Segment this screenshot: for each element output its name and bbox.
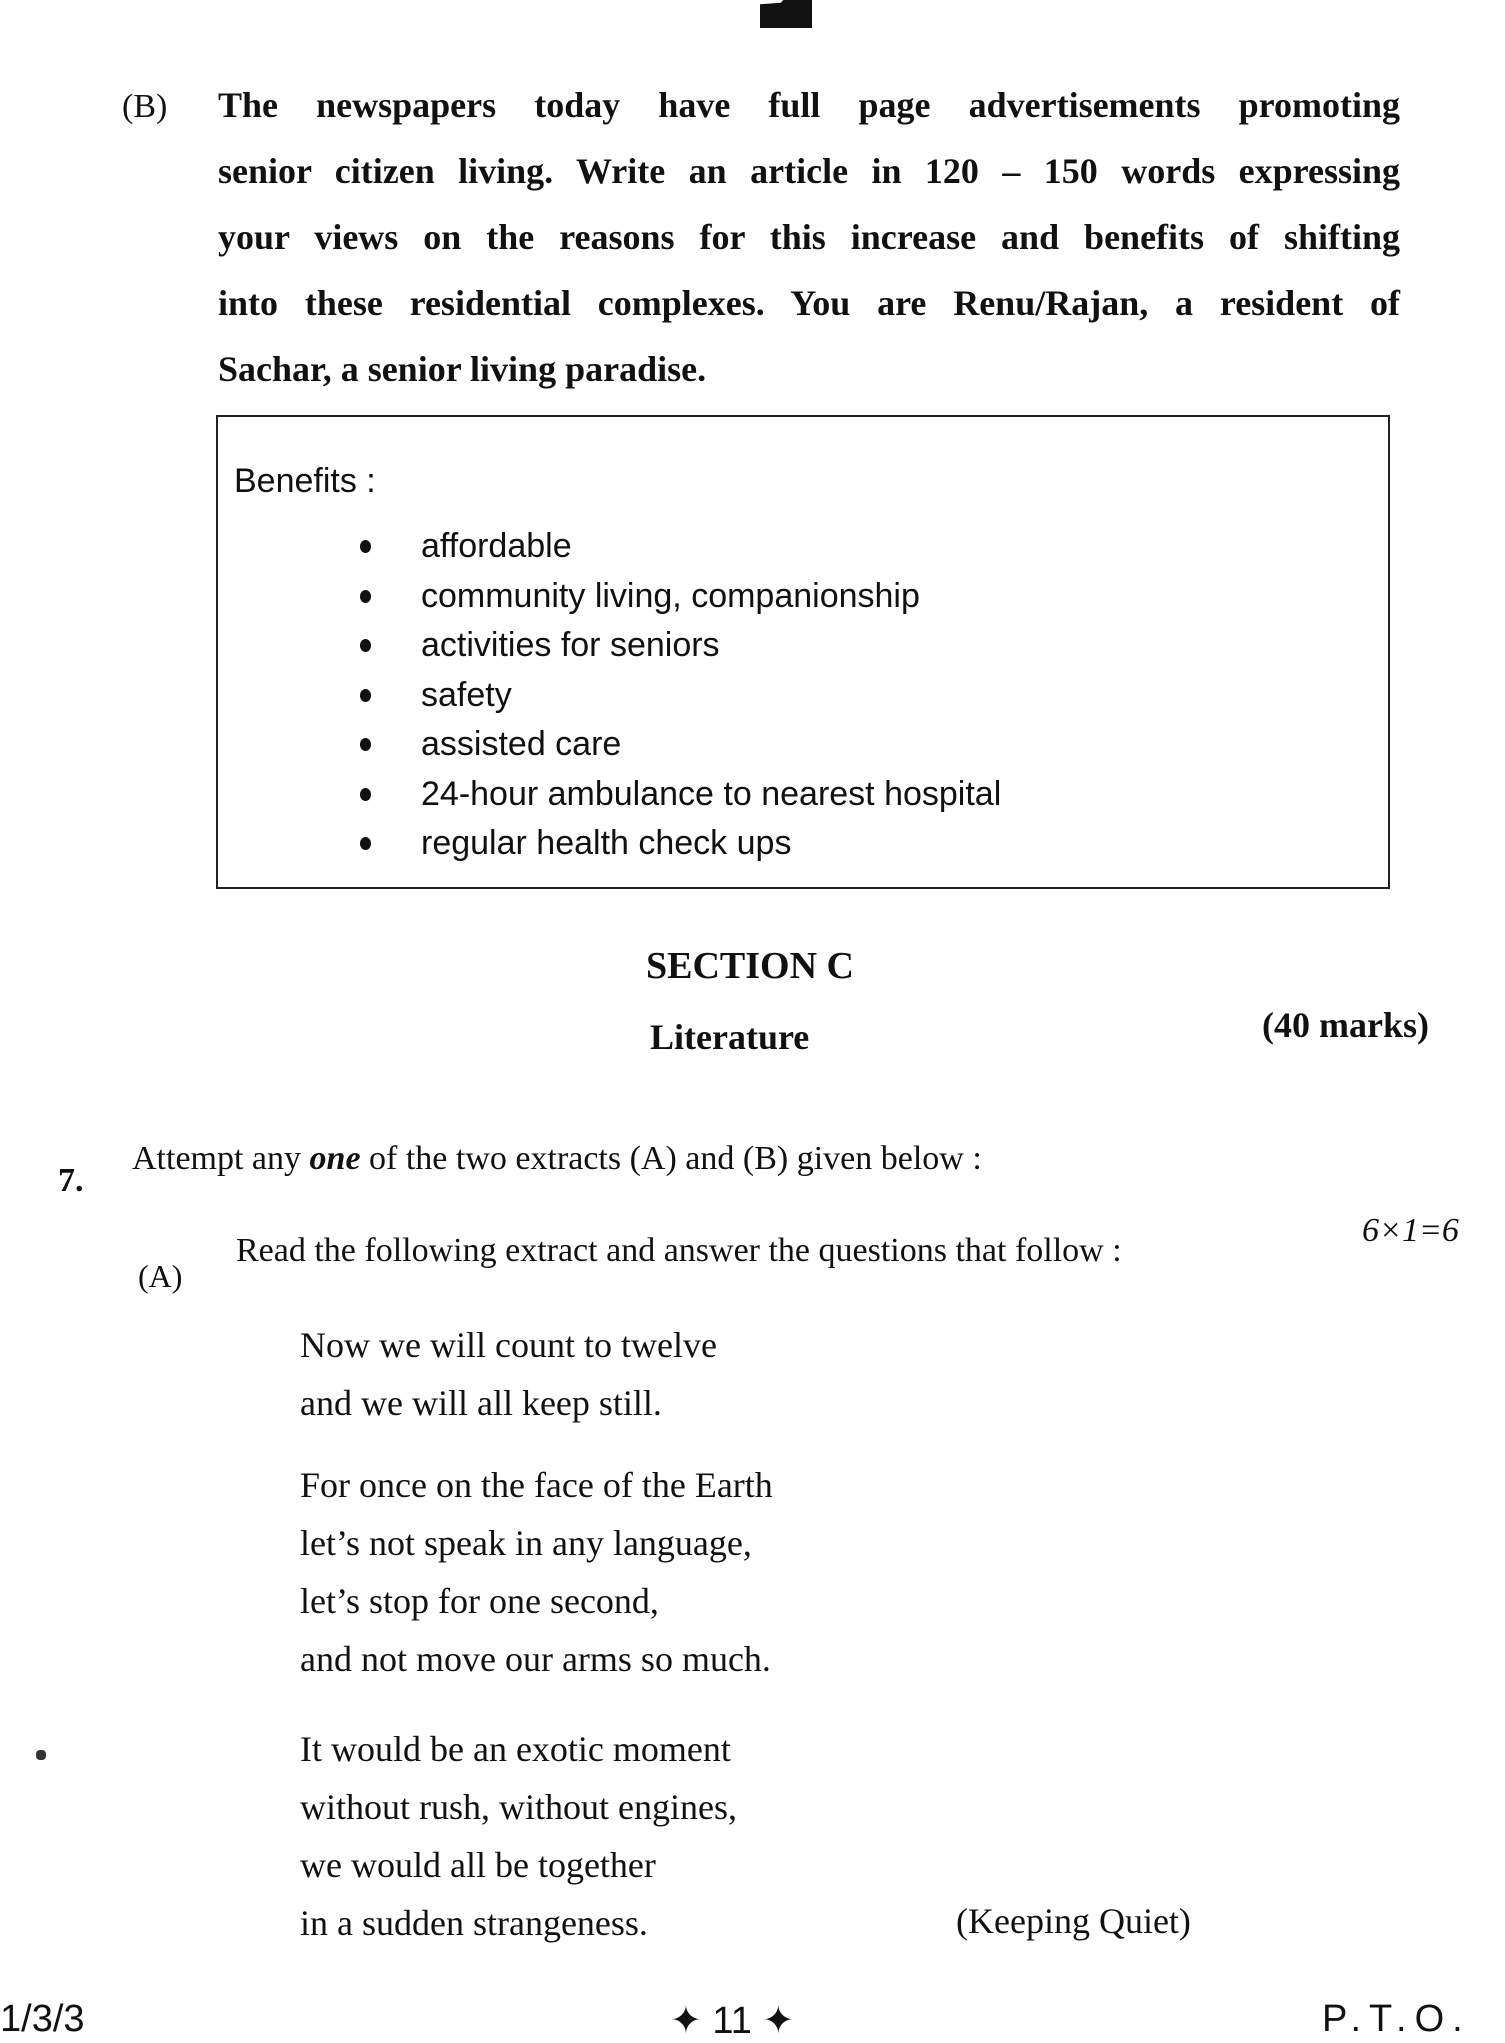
list-item [360,572,1001,622]
list-item [360,819,1001,869]
question-b-line: your views on the reasons for this increase and benefits of shifting [218,217,1400,257]
bullet-icon [360,540,371,553]
question-b-line: into these residential complexes. You are Renu/Rajan, a resident of [218,283,1400,323]
section-title: SECTION C [646,945,854,987]
question-b-line: Sachar, a senior living paradise. [218,349,707,389]
poem-line: in a sudden strangeness. [300,1903,648,1943]
section-subtitle: Literature [650,1017,810,1057]
question-b-text [218,72,1400,402]
poem-stanza [300,1456,773,1688]
bullet-icon [360,837,371,850]
benefit-text: affordable [421,527,572,566]
poem-line: Now we will count to twelve [300,1325,717,1365]
pto-label: P.T.O. [1322,1998,1471,2040]
question-label-b: (B) [122,88,168,125]
benefit-text: community living, companionship [421,576,920,615]
section-marks: (40 marks) [1262,1005,1429,1045]
question-number: 7. [58,1162,84,1199]
list-item [360,720,1001,770]
list-item [360,770,1001,820]
question-text-part: of the two extracts (A) and (B) given below : [360,1140,982,1177]
benefit-text: safety [421,675,512,714]
poem-line: and we will all keep still. [300,1383,662,1423]
question-b-line: senior citizen living. Write an article in 120 – 150 words expressing [218,151,1400,191]
poem-line: For once on the face of the Earth [300,1465,773,1505]
page-number: ✦ 11 ✦ [670,2000,795,2042]
poem-line: let’s stop for one second, [300,1581,659,1621]
bullet-icon [360,639,371,652]
question-text-part: Attempt any [132,1140,310,1177]
poem-line: and not move our arms so much. [300,1639,771,1679]
bullet-icon [360,738,371,751]
list-item [360,621,1001,671]
bullet-icon [360,689,371,702]
poem-line: we would all be together [300,1845,656,1885]
bullet-icon [360,590,371,603]
list-item [360,522,1001,572]
question-b-line: The newspapers today have full page advertisements promoting [218,85,1400,125]
scan-mark [760,0,812,28]
benefits-title: Benefits : [234,462,376,500]
poem-stanza [300,1720,737,1952]
part-a-label: (A) [138,1258,183,1294]
part-a-score: 6×1=6 [1362,1212,1459,1249]
benefit-text: assisted care [421,725,622,764]
poem-stanza [300,1316,717,1432]
poem-source: (Keeping Quiet) [956,1901,1191,1941]
benefits-list [360,522,1001,869]
benefit-text: 24-hour ambulance to nearest hospital [421,774,1002,813]
poem-line: without rush, without engines, [300,1787,737,1827]
bullet-icon [360,788,371,801]
part-a-instruction: Read the following extract and answer the questions that follow : [236,1232,1122,1269]
poem-line: let’s not speak in any language, [300,1523,752,1563]
question-emphasis: one [309,1140,361,1177]
scan-speck [36,1750,46,1760]
question-7-text [132,1140,982,1178]
paper-code: 1/3/3 [0,1998,85,2040]
benefit-text: activities for seniors [421,626,720,665]
poem-line: It would be an exotic moment [300,1729,731,1769]
benefit-text: regular health check ups [421,824,792,863]
list-item [360,671,1001,721]
